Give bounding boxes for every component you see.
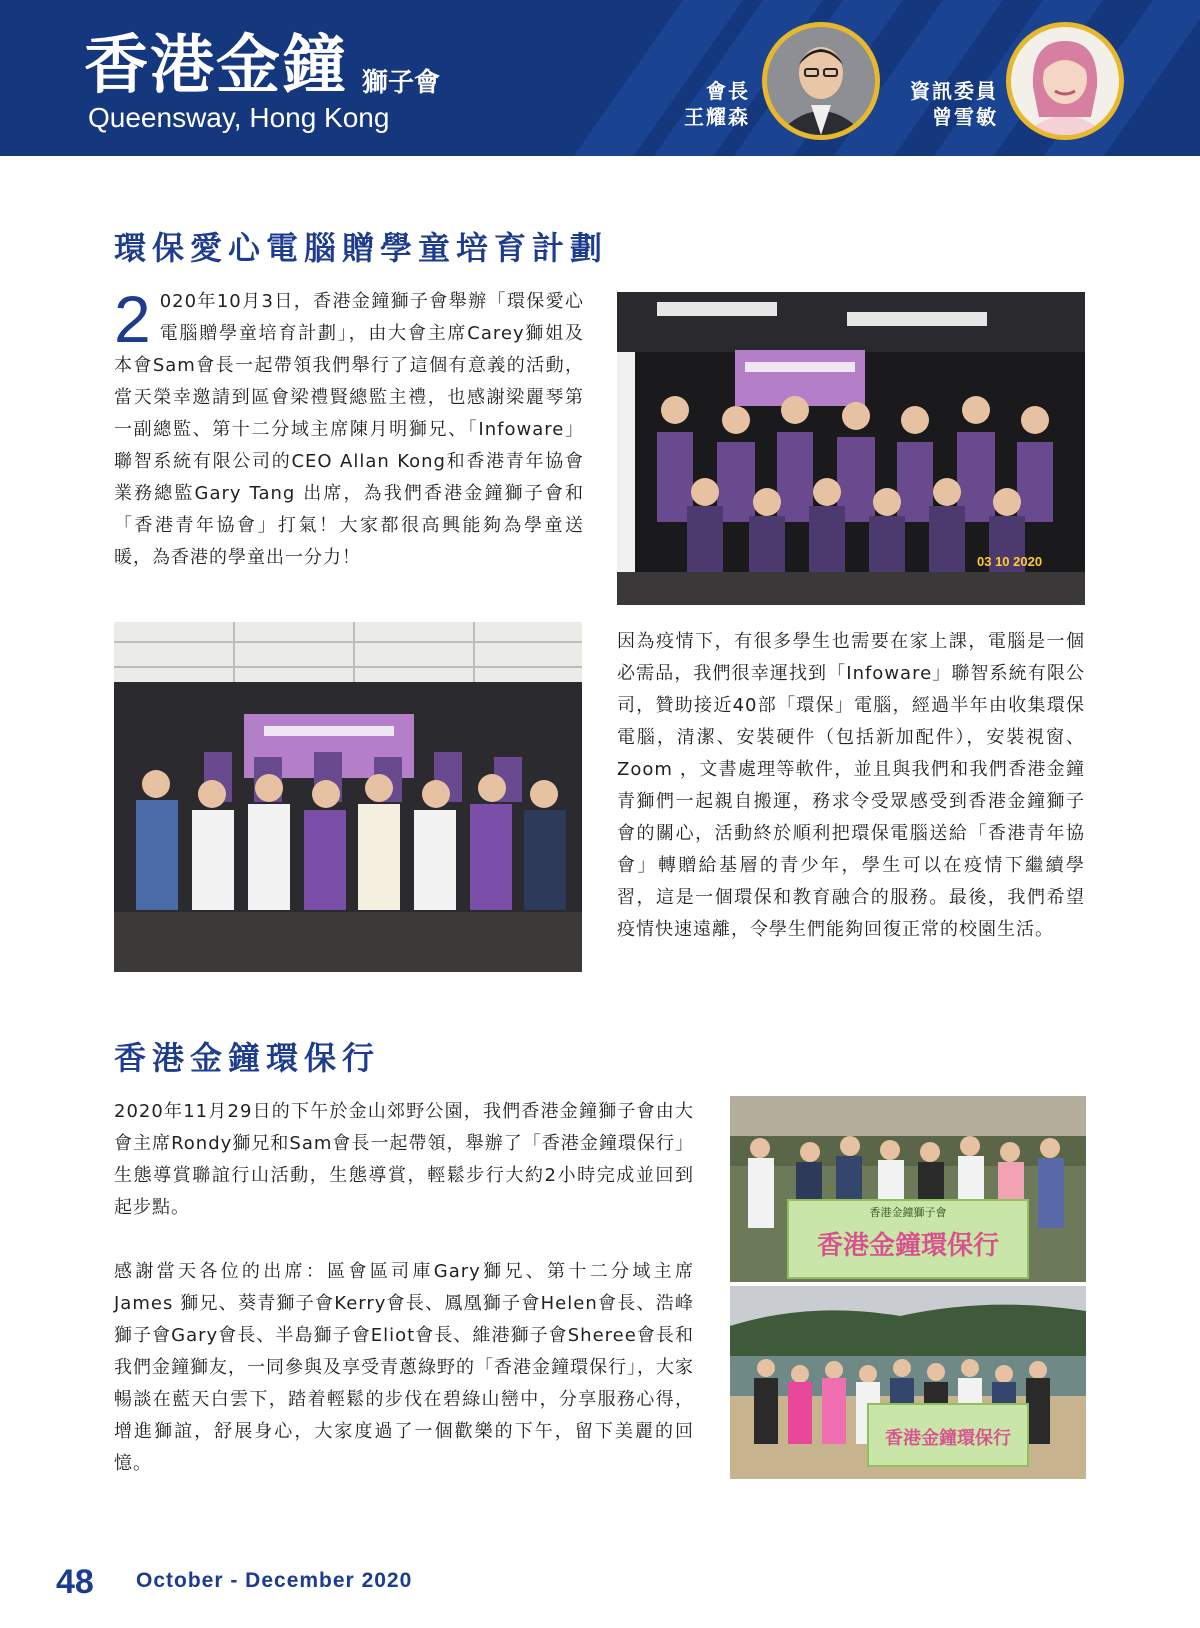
officer-role: 會長 — [706, 79, 750, 103]
article2-paragraph2: 感謝當天各位的出席：區會區司庫Gary獅兄、第十二分域主席James 獅兄、葵青獅子會Kerry會長、鳳凰獅子會Helen會長、浩峰獅子會Gary會長、半島獅子會Eliot會長、維港獅子會Sheree會長和我們金鐘獅友，一同參與及享受青蔥綠野的「香港金鐘環保行」，大家暢談在藍天白雲下，踏着輕鬆的步伐在碧綠山巒中，分享服務心得，增進獅誼，舒展身心，大家度過了一個歡樂的下午，留下美麗的回憶。 — [114, 1261, 694, 1474]
photo-date-stamp: 03 10 2020 — [977, 554, 1043, 569]
photo-hike-group-2 — [730, 1286, 1086, 1479]
photo-classroom-group — [617, 292, 1085, 605]
banner-small-text: 香港金鐘獅子會 — [869, 1206, 947, 1219]
club-english-name: Queensway, Hong Kong — [88, 102, 390, 133]
banner-big-text-2: 香港金鐘環保行 — [885, 1428, 1011, 1449]
article1-body: 因為疫情下，有很多學生也需要在家上課，電腦是一個必需品，我們很幸運找到「Infoware」聯智系統有限公司，贊助接近40部「環保」電腦，經過半年由收集環保電腦，清潔、安裝硬件（包括新加配件），安裝視窗、Zoom ，文書處理等軟件，並且與我們和我們香港金鐘青獅們一起親自搬運，務求令受眾感受到香港金鐘獅子會的關心，活動終於順利把環保電腦送給「香港青年協會」轉贈給基層的青少年，學生可以在疫情下繼續學習，這是一個環保和教育融合的服務。最後，我們希望疫情快速遠離，令學生們能夠回復正常的校園生活。 — [617, 631, 1085, 940]
officer-role: 資訊委員 — [910, 79, 998, 103]
club-name: 香港金鐘 — [84, 28, 348, 103]
officer-info-committee — [880, 78, 998, 130]
page-number: 48 — [56, 1563, 94, 1601]
avatar-info-committee — [1006, 22, 1124, 140]
article1-intro — [114, 282, 584, 574]
banner-big-text: 香港金鐘環保行 — [816, 1231, 1000, 1261]
masthead — [0, 0, 1200, 156]
issue-date: October - December 2020 — [136, 1569, 413, 1592]
photo-seated-group — [114, 622, 582, 972]
article1-title: 環保愛心電腦贈學童培育計劃 — [114, 229, 609, 267]
article1-intro-text: 020年10月3日，香港金鐘獅子會舉辦「環保愛心電腦贈學童培育計劃」，由大會主席Carey獅姐及本會Sam會長一起帶領我們舉行了這個有意義的活動，當天榮幸邀請到區會梁禮賢總監主禮，也感謝梁麗琴第一副總監、第十二分域主席陳月明獅兄、「Infoware」聯智系統有限公司的CEO Allan Kong和香港青年協會業務總監Gary Tang 出席，為我們香港金鐘獅子會和「香港青年協會」打氣！大家都很高興能夠為學童送暖，為香港的學童出一分力！ — [114, 291, 584, 568]
article2-title: 香港金鐘環保行 — [114, 1039, 381, 1077]
avatar-president — [762, 22, 880, 140]
officer-name: 曾雪敏 — [932, 105, 998, 129]
officer-president — [650, 78, 750, 130]
dropcap: 2 — [114, 282, 152, 356]
photo-hike-group-1 — [730, 1096, 1086, 1282]
article2-paragraph1: 2020年11月29日的下午於金山郊野公園，我們香港金鐘獅子會由大會主席Rondy獅兄和Sam會長一起帶領，舉辦了「香港金鐘環保行」生態導賞聯誼行山活動，生態導賞，輕鬆步行大約2小時完成並回到起步點。 — [114, 1101, 694, 1218]
officer-name: 王耀森 — [684, 105, 750, 129]
club-suffix: 獅子會 — [362, 68, 441, 98]
